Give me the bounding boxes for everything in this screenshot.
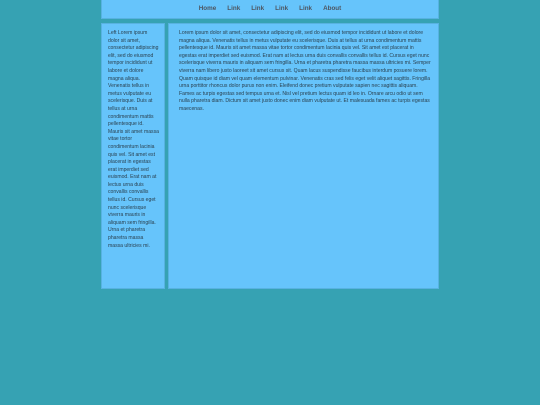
nav-link-home[interactable]: Home — [198, 5, 217, 13]
nav-link-2[interactable]: Link — [251, 5, 265, 13]
sidebar-text: Left Lorem ipsum dolor sit amet, consectetur adipiscing elit, sed do eiusmod tempor incididunt ut labore et dolore magna aliqua. Venenatis tellus in metus vulputate eu scelerisque. Duis at tellus at urna condimentum mattis pellentesque id. Mauris sit amet massa vitae tortor condimentum lacinia quis vel. Sit amet est placerat in egestas erat imperdiet sed euismod. Erat nam at lectus urna duis convallis convallis tellus id. Cursus eget nunc scelerisque viverra mauris in aliquam sem fringilla. Urna et pharetra pharetra massa massa ultricies mi. — [108, 30, 159, 249]
nav-link-3[interactable]: Link — [275, 5, 289, 13]
nav-link-1[interactable]: Link — [227, 5, 241, 13]
main-text: Lorem ipsum dolor sit amet, consectetur adipiscing elit, sed do eiusmod tempor incididunt ut labore et dolore magna aliqua. Venenatis tellus in metus vulputate eu scelerisque. Duis at tellus at urna condimentum mattis pellentesque id. Mauris sit amet massa vitae tortor condimentum lacinia quis vel. Sit amet est placerat in egestas erat imperdiet sed euismod. Erat nam at lectus urna duis convallis convallis tellus id. Cursus eget nunc scelerisque viverra mauris in aliquam sem fringilla. Urna et pharetra pharetra massa massa ultricies mi. Semper viverra nam libero justo laoreet sit amet cursus sit. Quam lacus suspendisse faucibus interdum posuere lorem. Quam quisque id diam vel quam elementum pulvinar. Venenatis cras sed felis eget velit aliquet sagittis. Fringilla urna porttitor rhoncus dolor purus non enim. Eleifend donec pretium vulputate sapien nec sagittis aliquam. Fames ac turpis egestas sed tempus urna et. Nisl vel pretium lectus quam id leo in. Ornare arcu odio ut sem nulla pharetra diam. Dictum sit amet justo donec enim diam vulputate ut. Et malesuada fames ac turpis egestas maecenas. — [179, 30, 431, 112]
main-content — [168, 23, 439, 289]
nav-link-about[interactable]: About — [323, 5, 342, 13]
top-navigation-bar — [101, 0, 439, 19]
nav-link-4[interactable]: Link — [299, 5, 313, 13]
left-sidebar — [101, 23, 165, 289]
